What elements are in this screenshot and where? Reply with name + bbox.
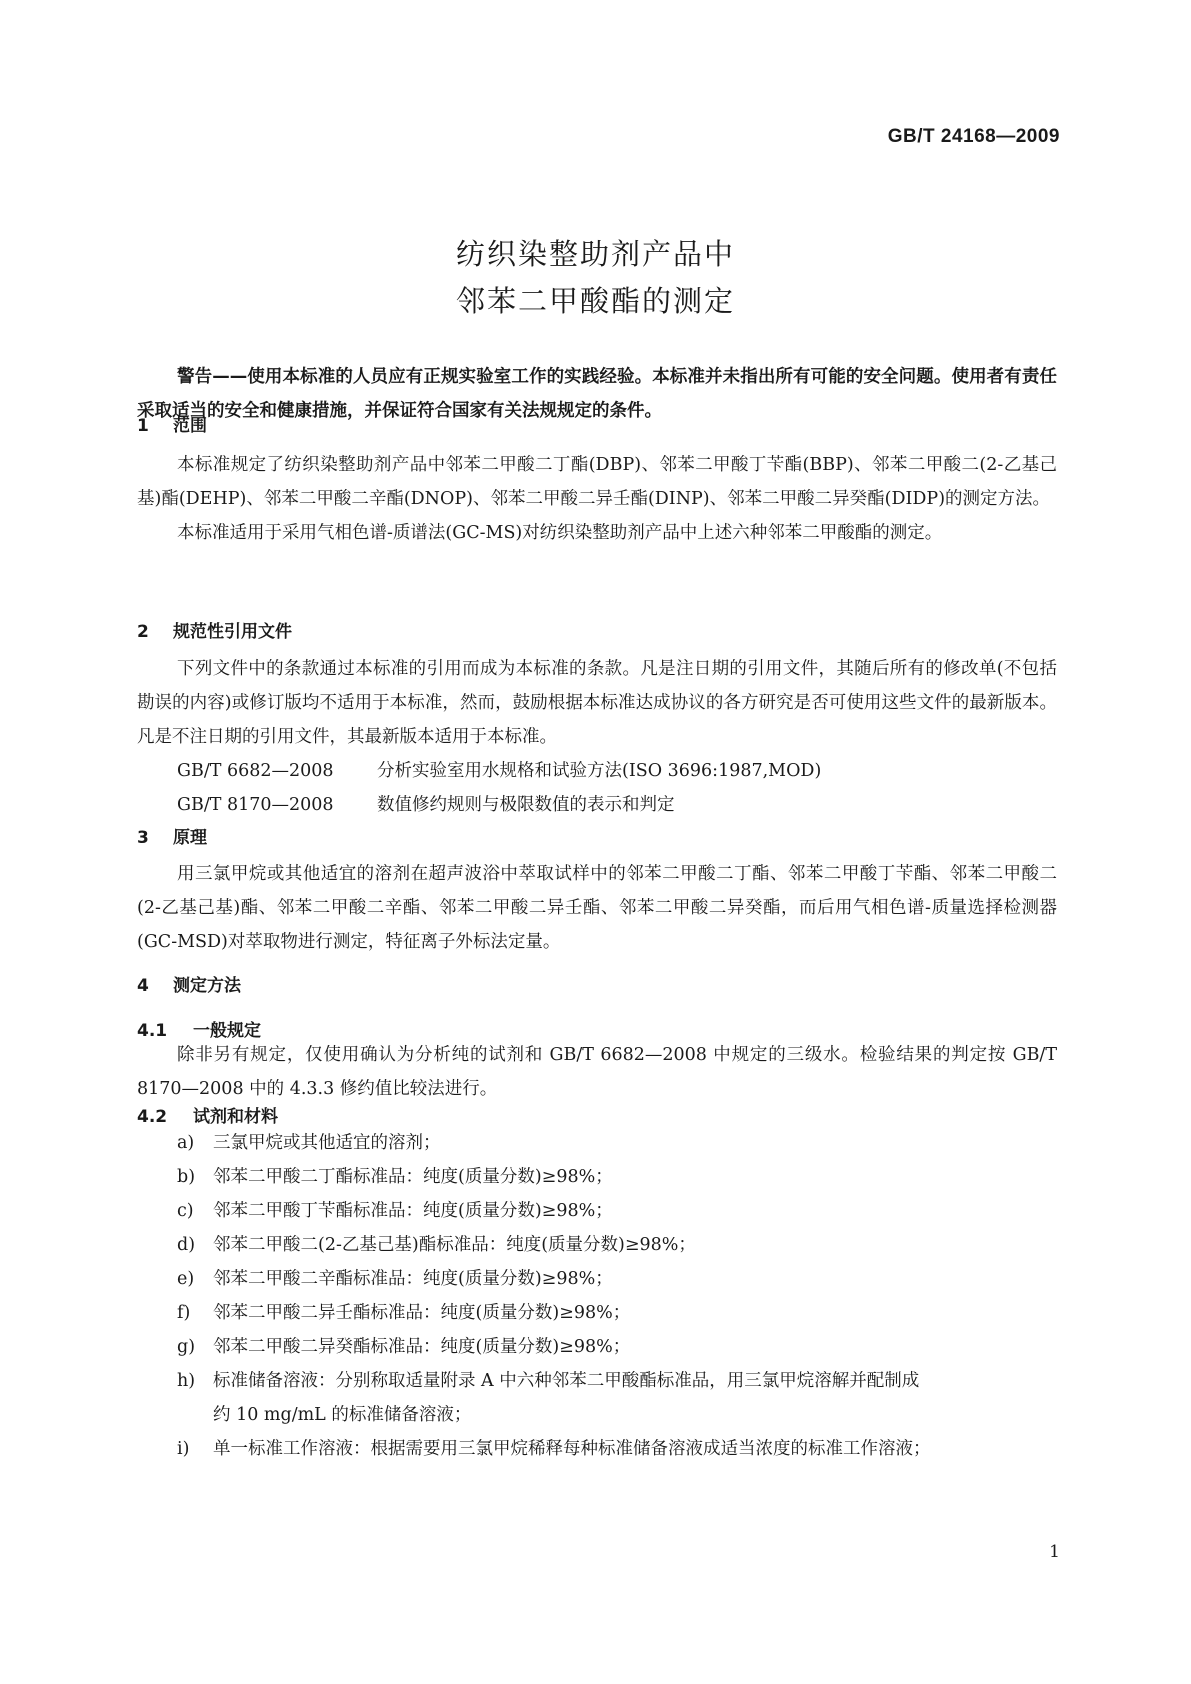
standard-code: GB/T 24168—2009: [887, 126, 1060, 147]
section-title: 测定方法: [173, 976, 241, 996]
list-item: [177, 1228, 1057, 1262]
reference-code: GB/T 6682—2008: [177, 761, 334, 781]
section-title: 规范性引用文件: [173, 622, 292, 642]
safety-warning: 警告——使用本标准的人员应有正规实验室工作的实践经验。本标准并未指出所有可能的安全问题。使用者有责任采取适当的安全和健康措施，并保证符合国家有关法规规定的条件。: [137, 367, 1057, 421]
section-number: 3: [137, 828, 149, 848]
section-number: 2: [137, 622, 149, 642]
section-title: 原理: [173, 828, 207, 848]
reference-title: 数值修约规则与极限数值的表示和判定: [377, 795, 675, 815]
list-text: 邻苯二甲酸二辛酯标准品：纯度(质量分数)≥98%；: [213, 1269, 613, 1289]
subsection-title: 试剂和材料: [193, 1107, 278, 1127]
section-4-1-body: [137, 1038, 1057, 1106]
list-marker: d): [177, 1235, 196, 1255]
list-item: [177, 1262, 1057, 1296]
list-marker: a): [177, 1133, 195, 1153]
list-item: [177, 1364, 1057, 1432]
section-number: 1: [137, 416, 149, 436]
list-marker: b): [177, 1167, 196, 1187]
reference-title: 分析实验室用水规格和试验方法(ISO 3696:1987,MOD): [377, 761, 822, 781]
section-2-heading: [137, 617, 292, 642]
list-text: 邻苯二甲酸二(2-乙基己基)酯标准品：纯度(质量分数)≥98%；: [213, 1235, 696, 1255]
list-text: 三氯甲烷或其他适宜的溶剂；: [213, 1133, 441, 1153]
section-title: 范围: [173, 416, 207, 436]
list-text: 标准储备溶液：分别称取适量附录 A 中六种邻苯二甲酸酯标准品，用三氯甲烷溶解并配制成: [213, 1371, 920, 1391]
list-marker: c): [177, 1201, 194, 1221]
list-marker: f): [177, 1303, 191, 1323]
paragraph: 本标准规定了纺织染整助剂产品中邻苯二甲酸二丁酯(DBP)、邻苯二甲酸丁苄酯(BBP)、邻苯二甲酸二(2-乙基己基)酯(DEHP)、邻苯二甲酸二辛酯(DNOP)、邻苯二甲酸二异壬酯(DINP)、邻苯二甲酸二异癸酯(DIDP)的测定方法。: [137, 455, 1057, 509]
section-4-2-heading: [137, 1102, 278, 1127]
normative-reference: [137, 754, 1057, 788]
paragraph: 除非另有规定，仅使用确认为分析纯的试剂和 GB/T 6682—2008 中规定的三级水。检验结果的判定按 GB/T 8170—2008 中的 4.3.3 修约值比较法进行。: [137, 1045, 1057, 1099]
reference-code: GB/T 8170—2008: [177, 795, 334, 815]
list-item: [177, 1330, 1057, 1364]
list-item: [177, 1296, 1057, 1330]
list-marker: e): [177, 1269, 195, 1289]
list-item: [177, 1432, 1057, 1466]
list-text: 邻苯二甲酸丁苄酯标准品：纯度(质量分数)≥98%；: [213, 1201, 613, 1221]
list-text: 邻苯二甲酸二异癸酯标准品：纯度(质量分数)≥98%；: [213, 1337, 631, 1357]
paragraph: 本标准适用于采用气相色谱-质谱法(GC-MS)对纺织染整助剂产品中上述六种邻苯二甲酸酯的测定。: [177, 523, 943, 543]
list-marker: h): [177, 1371, 196, 1391]
subsection-title: 一般规定: [193, 1021, 261, 1041]
subsection-number: 4.1: [137, 1021, 168, 1041]
document-title-line2: 邻苯二甲酸酯的测定: [455, 284, 735, 318]
document-title-line1: 纺织染整助剂产品中: [455, 237, 735, 271]
list-text-continuation: 约 10 mg/mL 的标准储备溶液；: [213, 1405, 472, 1425]
section-3-heading: [137, 823, 207, 848]
list-item: [177, 1194, 1057, 1228]
normative-reference: [137, 788, 1057, 822]
section-2-body: [137, 652, 1057, 822]
section-1-heading: [137, 411, 207, 436]
paragraph: 下列文件中的条款通过本标准的引用而成为本标准的条款。凡是注日期的引用文件，其随后所有的修改单(不包括勘误的内容)或修订版均不适用于本标准，然而，鼓励根据本标准达成协议的各方研究是否可使用这些文件的最新版本。凡是不注日期的引用文件，其最新版本适用于本标准。: [137, 659, 1057, 747]
page-number: 1: [1049, 1542, 1060, 1562]
list-text: 单一标准工作溶液：根据需要用三氯甲烷稀释每种标准储备溶液成适当浓度的标准工作溶液；: [213, 1439, 931, 1459]
section-3-body: [137, 857, 1057, 959]
section-1-body: [137, 448, 1057, 550]
paragraph: 用三氯甲烷或其他适宜的溶剂在超声波浴中萃取试样中的邻苯二甲酸二丁酯、邻苯二甲酸丁苄酯、邻苯二甲酸二(2-乙基己基)酯、邻苯二甲酸二辛酯、邻苯二甲酸二异壬酯、邻苯二甲酸二异癸酯，而后用气相色谱-质量选择检测器(GC-MSD)对萃取物进行测定，特征离子外标法定量。: [137, 864, 1057, 952]
list-item: [177, 1126, 1057, 1160]
list-marker: i): [177, 1439, 190, 1459]
list-text: 邻苯二甲酸二异壬酯标准品：纯度(质量分数)≥98%；: [213, 1303, 631, 1323]
section-4-heading: [137, 971, 241, 996]
list-item: [177, 1160, 1057, 1194]
subsection-number: 4.2: [137, 1107, 168, 1127]
list-marker: g): [177, 1337, 196, 1357]
section-number: 4: [137, 976, 149, 996]
list-text: 邻苯二甲酸二丁酯标准品：纯度(质量分数)≥98%；: [213, 1167, 613, 1187]
